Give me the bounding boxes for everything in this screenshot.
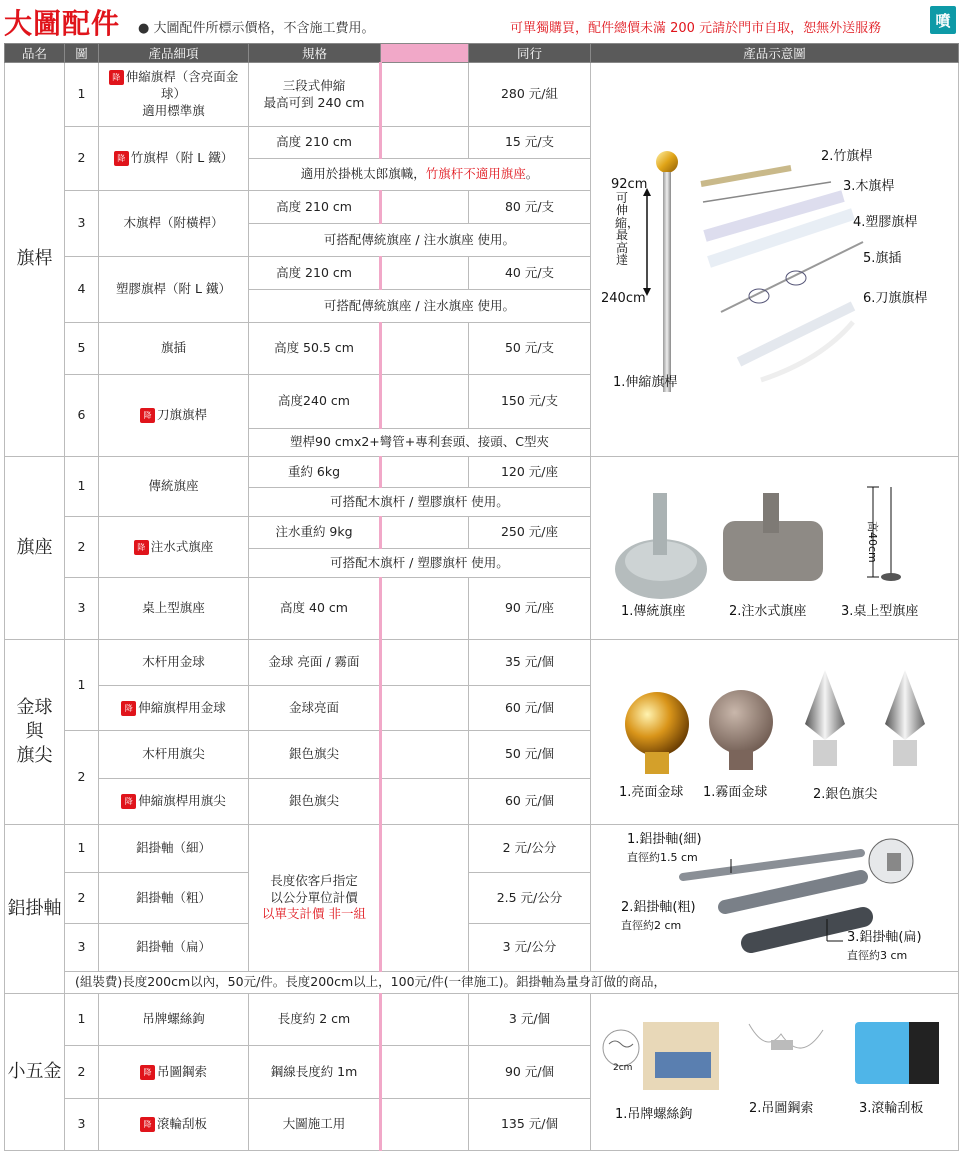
table-header-row	[5, 44, 959, 63]
row-spec: 鋼線長度約 1m	[249, 1046, 381, 1098]
row-blank	[381, 686, 469, 731]
height-bottom-label: 240cm	[601, 290, 646, 306]
label-plastic-pole: 4.塑膠旗桿	[853, 214, 918, 230]
col-blank	[381, 44, 469, 63]
rail-footnote: (組裝費)長度200cm以內，50元/件。長度200cm以上，100元/件(一律施工)。鋁掛軸為量身訂做的商品，	[65, 972, 959, 994]
label-screw-hook: 1.吊牌螺絲鉤	[615, 1107, 693, 1122]
group-name-ball: 金球 與 旗尖	[5, 640, 65, 825]
row-blank	[381, 517, 469, 549]
label-gloss-ball: 1.亮面金球	[619, 785, 684, 800]
price-down-icon: 降	[140, 1065, 155, 1080]
label-wood-pole: 3.木旗桿	[843, 178, 895, 194]
pole-preview	[591, 63, 959, 457]
row-price: 2 元/公分	[469, 825, 591, 873]
row-item: 降 伸縮旗桿用金球	[99, 686, 249, 731]
row-spec: 高度 210 cm	[249, 257, 381, 290]
gloss-gold-ball-icon	[625, 692, 689, 756]
row-item: 塑膠旗桿（附 L 鐵）	[99, 257, 249, 323]
label-thick-rail: 2.鋁掛軸(粗)	[621, 900, 696, 915]
price-down-icon: 降	[134, 540, 149, 555]
row-blank	[381, 1046, 469, 1098]
row-note: 適用於掛桃太郎旗幟，竹旗杆不適用旗座。	[249, 159, 591, 191]
row-no: 2	[65, 127, 99, 191]
row-price: 3 元/個	[469, 994, 591, 1046]
row-item: 降 竹旗桿（附 L 鐵）	[99, 127, 249, 191]
row-no: 3	[65, 191, 99, 257]
row-spec: 高度 50.5 cm	[249, 323, 381, 375]
row-blank	[381, 731, 469, 779]
row-price: 120 元/座	[469, 457, 591, 488]
page-header	[0, 0, 962, 42]
table-row	[5, 640, 959, 686]
row-item: 降 注水式旗座	[99, 517, 249, 578]
col-spec: 規格	[249, 44, 381, 63]
rail-preview	[591, 825, 959, 972]
price-down-icon: 降	[109, 70, 124, 85]
label-silver-spear: 2.銀色旗尖	[813, 787, 878, 802]
row-blank	[381, 457, 469, 488]
desk-base-height: 高40cm	[866, 521, 879, 563]
table-row	[5, 63, 959, 127]
row-item: 旗插	[99, 323, 249, 375]
page-subtitle: ● 大圖配件所標示價格，不含施工費用。	[138, 21, 375, 36]
row-item: 桌上型旗座	[99, 578, 249, 640]
row-item: 鋁掛軸（細）	[99, 825, 249, 873]
row-blank	[381, 375, 469, 429]
row-no: 1	[65, 457, 99, 517]
row-spec: 銀色旗尖	[249, 779, 381, 825]
row-spec: 高度 40 cm	[249, 578, 381, 640]
row-spec: 大圖施工用	[249, 1098, 381, 1150]
row-price: 80 元/支	[469, 191, 591, 224]
table-row	[5, 457, 959, 488]
row-no: 3	[65, 1098, 99, 1150]
price-down-icon: 降	[140, 1117, 155, 1132]
delivery-notice: 可單獨購買，配件總價未滿 200 元請於門市自取，恕無外送服務	[510, 21, 882, 36]
table-row	[5, 825, 959, 873]
row-item: 降 滾輪刮板	[99, 1098, 249, 1150]
row-no: 2	[65, 1046, 99, 1098]
row-blank	[381, 779, 469, 825]
flat-rail-diameter: 直徑約3 cm	[847, 949, 908, 962]
row-no: 2	[65, 873, 99, 923]
gold-ball-icon	[656, 151, 678, 173]
row-item: 木旗桿（附橫桿）	[99, 191, 249, 257]
row-price: 50 元/支	[469, 323, 591, 375]
group-name-pole: 旗桿	[5, 63, 65, 457]
row-no: 1	[65, 825, 99, 873]
matte-gold-ball-icon	[709, 690, 773, 754]
row-spec: 重約 6kg	[249, 457, 381, 488]
catalog-table	[4, 43, 959, 1151]
row-price: 3 元/公分	[469, 923, 591, 971]
height-mid-label: 可伸縮，最高達	[615, 190, 640, 268]
row-price: 60 元/個	[469, 779, 591, 825]
col-name: 品名	[5, 44, 65, 63]
row-spec: 金球 亮面 / 霧面	[249, 640, 381, 686]
row-price: 40 元/支	[469, 257, 591, 290]
label-knife-pole: 6.刀旗旗桿	[863, 290, 928, 306]
row-price: 90 元/座	[469, 578, 591, 640]
poles-illustration	[591, 64, 957, 456]
row-no: 3	[65, 578, 99, 640]
row-price: 280 元/組	[469, 63, 591, 127]
thick-rail-diameter: 直徑約2 cm	[621, 919, 682, 932]
label-matte-ball: 1.霧面金球	[703, 785, 768, 800]
hardware-illustration	[591, 994, 957, 1150]
row-item: 降 伸縮旗桿（含亮面金球） 適用標準旗	[99, 63, 249, 127]
row-price: 250 元/座	[469, 517, 591, 549]
label-flag-insert: 5.旗插	[863, 250, 902, 266]
row-item: 降 伸縮旗桿用旗尖	[99, 779, 249, 825]
row-no: 1	[65, 63, 99, 127]
category-badge: 噴	[930, 6, 956, 34]
bamboo-pole-icon	[701, 168, 791, 184]
row-blank	[381, 63, 469, 127]
price-down-icon: 降	[121, 701, 136, 716]
row-blank	[381, 640, 469, 686]
row-no: 5	[65, 323, 99, 375]
row-note: 可搭配木旗杆 / 塑膠旗杆 使用。	[249, 549, 591, 578]
base-preview	[591, 457, 959, 640]
row-spec: 長度約 2 cm	[249, 994, 381, 1046]
group-name-base: 旗座	[5, 457, 65, 640]
row-blank	[381, 994, 469, 1046]
label-bamboo-pole: 2.竹旗桿	[821, 148, 873, 164]
row-item: 木杆用金球	[99, 640, 249, 686]
row-item: 吊牌螺絲鉤	[99, 994, 249, 1046]
price-down-icon: 降	[121, 794, 136, 809]
row-item: 降 吊圖鋼索	[99, 1046, 249, 1098]
row-note: 塑桿90 cmx2+彎管+專利套頭、接頭、C型夾	[249, 429, 591, 457]
price-down-icon: 降	[114, 151, 129, 166]
silver-spearhead-icon	[805, 670, 845, 740]
row-no: 1	[65, 640, 99, 731]
label-telescopic-pole: 1.伸縮旗桿	[613, 374, 678, 390]
row-no: 2	[65, 517, 99, 578]
row-spec: 銀色旗尖	[249, 731, 381, 779]
label-flat-rail: 3.鋁掛軸(扁)	[847, 930, 922, 945]
row-spec: 注水重約 9kg	[249, 517, 381, 549]
table-row	[5, 994, 959, 1046]
label-squeegee: 3.滾輪刮板	[859, 1101, 924, 1116]
row-note: 可搭配木旗杆 / 塑膠旗杆 使用。	[249, 488, 591, 517]
height-top-label: 92cm	[611, 176, 648, 192]
row-no: 4	[65, 257, 99, 323]
screw-hook-icon	[603, 1030, 639, 1066]
row-no: 6	[65, 375, 99, 457]
row-spec: 高度 210 cm	[249, 191, 381, 224]
row-item: 鋁掛軸（粗）	[99, 873, 249, 923]
ball-preview	[591, 640, 959, 825]
row-spec: 金球亮面	[249, 686, 381, 731]
thick-rail-icon	[725, 877, 861, 907]
row-item-sub: 適用標準旗	[142, 102, 205, 118]
row-blank	[381, 323, 469, 375]
row-price: 35 元/個	[469, 640, 591, 686]
row-no: 1	[65, 994, 99, 1046]
hardware-preview	[591, 994, 959, 1151]
label-desk-base: 3.桌上型旗座	[841, 604, 919, 619]
page-title: 大圖配件	[4, 7, 121, 40]
row-blank	[381, 825, 469, 972]
row-price: 90 元/個	[469, 1046, 591, 1098]
group-name-rail: 鋁掛軸	[5, 825, 65, 994]
knife-flag-pole-icon	[739, 306, 853, 362]
row-price: 15 元/支	[469, 127, 591, 159]
thin-rail-icon	[683, 853, 861, 877]
col-image-no: 圖	[65, 44, 99, 63]
screw-size-label: 2cm	[613, 1063, 633, 1073]
row-price: 50 元/個	[469, 731, 591, 779]
row-blank	[381, 127, 469, 159]
silver-spearhead-2-icon	[885, 670, 925, 740]
row-spec: 三段式伸縮 最高可到 240 cm	[249, 63, 381, 127]
label-water-base: 2.注水式旗座	[729, 604, 807, 619]
row-blank	[381, 257, 469, 290]
row-item: 鋁掛軸（扁）	[99, 923, 249, 971]
row-spec: 高度 210 cm	[249, 127, 381, 159]
col-price: 同行	[469, 44, 591, 63]
row-price: 135 元/個	[469, 1098, 591, 1150]
thin-rail-diameter: 直徑約1.5 cm	[627, 851, 698, 864]
telescopic-pole-icon	[663, 172, 671, 392]
row-blank	[381, 578, 469, 640]
rail-spec: 長度依客戶指定 以公分單位計價 以單支計價 非一組	[249, 825, 381, 972]
row-note: 可搭配傳統旗座 / 注水旗座 使用。	[249, 290, 591, 323]
row-item: 降 刀旗旗桿	[99, 375, 249, 457]
row-no: 3	[65, 923, 99, 971]
row-spec: 高度240 cm	[249, 375, 381, 429]
label-traditional-base: 1.傳統旗座	[621, 604, 686, 619]
group-name-hardware: 小五金	[5, 994, 65, 1151]
col-item: 產品細項	[99, 44, 249, 63]
label-thin-rail: 1.鋁掛軸(細)	[627, 832, 702, 847]
row-item: 傳統旗座	[99, 457, 249, 517]
row-no: 2	[65, 731, 99, 825]
col-preview: 產品示意圖	[591, 44, 959, 63]
label-steel-cable: 2.吊圖鋼索	[749, 1101, 814, 1116]
row-price: 2.5 元/公分	[469, 873, 591, 923]
row-item: 木杆用旗尖	[99, 731, 249, 779]
row-price: 150 元/支	[469, 375, 591, 429]
row-note: 可搭配傳統旗座 / 注水旗座 使用。	[249, 224, 591, 257]
table-row	[5, 972, 959, 994]
row-blank	[381, 1098, 469, 1150]
row-price: 60 元/個	[469, 686, 591, 731]
row-blank	[381, 191, 469, 224]
price-down-icon: 降	[140, 408, 155, 423]
